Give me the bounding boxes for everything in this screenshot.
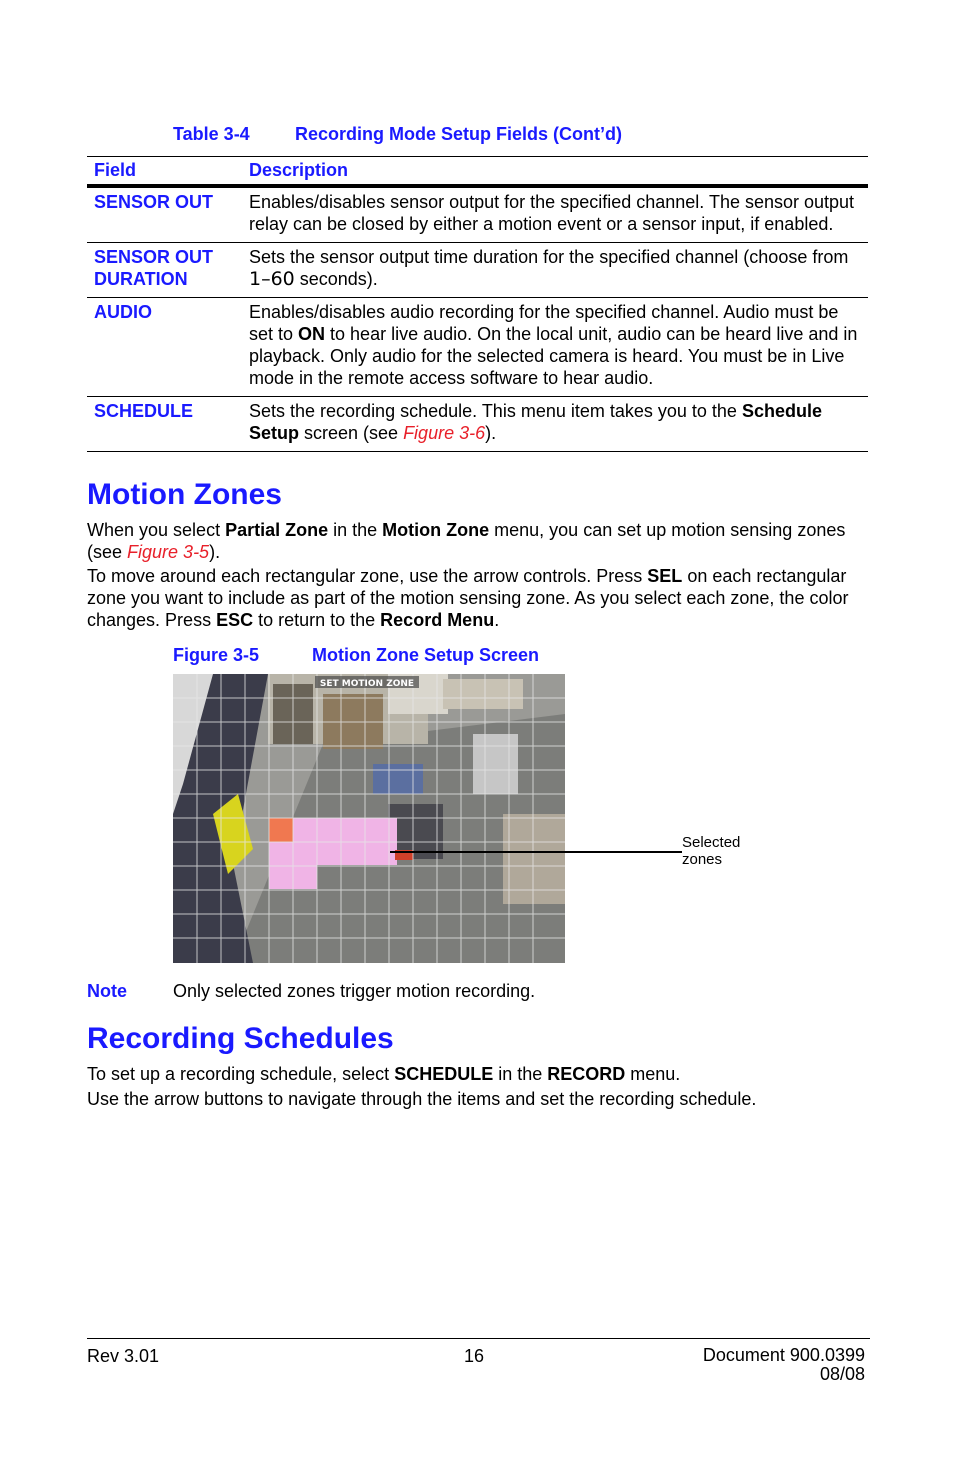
desc-text: Sets the recording schedule. This menu item takes you to the — [249, 401, 742, 421]
para-bold: RECORD — [547, 1064, 626, 1084]
figure-caption — [173, 645, 539, 666]
footer-document — [703, 1346, 865, 1384]
para-bold: SCHEDULE — [394, 1064, 494, 1084]
recording-schedules-paragraph-2: Use the arrow buttons to navigate through the items and set the recording schedule. — [87, 1089, 757, 1109]
para-text: in the — [493, 1064, 548, 1084]
description-schedule — [249, 397, 868, 452]
desc-bold: Schedule Setup — [249, 401, 822, 443]
para-text: To move around each rectangular zone, use the arrow controls. Press — [87, 566, 648, 586]
motion-zones-paragraph-1 — [87, 519, 867, 563]
desc-text: screen (see — [299, 423, 404, 443]
footer-date: 08/08 — [819, 1364, 865, 1384]
footer-rule — [87, 1338, 870, 1339]
para-text: ). — [209, 542, 221, 562]
callout-line-2: zones — [682, 851, 723, 868]
note-label: Note — [87, 981, 127, 1001]
description-sensor-out-duration — [249, 243, 868, 298]
desc-text: Sets the sensor output time duration for the specified channel (choose from — [249, 247, 849, 267]
field-line: SENSOR OUT — [94, 247, 214, 267]
desc-text: Enables/disables audio recording for the specified channel. Audio must be set to — [249, 302, 839, 344]
desc-bold: ON — [298, 324, 326, 344]
table-row — [87, 186, 868, 243]
para-text: in the — [328, 520, 383, 540]
table-row — [87, 397, 868, 452]
motion-zone-screenshot — [173, 674, 565, 963]
table-caption-number: Table 3-4 — [173, 124, 250, 144]
field-line: DURATION — [94, 269, 188, 289]
footer-page-number: 16 — [464, 1346, 485, 1366]
para-bold: Partial Zone — [225, 520, 329, 540]
field-sensor-out: SENSOR OUT — [87, 186, 249, 243]
para-text: on each rectangular zone you want to include as part of the motion sensing zone. As you select each zone, the color changes. Press — [87, 566, 849, 630]
para-text: To set up a recording schedule, select — [87, 1064, 395, 1084]
table-row — [87, 243, 868, 298]
callout-line — [390, 851, 682, 853]
para-bold: SEL — [647, 566, 683, 586]
para-bold: ESC — [216, 610, 254, 630]
table-row — [87, 298, 868, 397]
para-text: menu, you can set up motion sensing zones (see — [87, 520, 846, 562]
figure-3-5-link[interactable]: Figure 3-5 — [127, 542, 210, 562]
figure-3-6-link[interactable]: Figure 3-6 — [403, 423, 486, 443]
field-sensor-out-duration — [87, 243, 249, 298]
table-caption-title: Recording Mode Setup Fields (Cont’d) — [295, 124, 622, 144]
footer-doc-number: Document 900.0399 — [702, 1345, 865, 1365]
para-text: . — [494, 610, 500, 630]
cursor-zone — [269, 818, 293, 842]
desc-text: ). — [485, 423, 497, 443]
desc-text: to hear live audio. On the local unit, audio can be heard live and in playback. Only audio for the selected camera is heard. You must be in Live mode in the remote access software to hear audio. — [249, 324, 858, 388]
screen-label: SET MOTION ZONE — [319, 679, 415, 689]
camera-scene — [173, 674, 565, 963]
description-audio — [249, 298, 868, 397]
desc-text: seconds). — [294, 269, 378, 289]
para-bold: Motion Zone — [382, 520, 490, 540]
callout-line-1: Selected — [682, 834, 741, 851]
recording-mode-setup-table — [87, 156, 868, 452]
note-text: Only selected zones trigger motion recording. — [173, 981, 536, 1001]
field-schedule: SCHEDULE — [87, 397, 249, 452]
para-text: to return to the — [253, 610, 381, 630]
motion-zones-paragraph-2 — [87, 565, 867, 631]
recording-schedules-paragraph-1 — [87, 1063, 867, 1085]
desc-range: 1–60 — [249, 268, 295, 290]
figure-caption-number: Figure 3-5 — [173, 645, 260, 665]
figure-caption-title: Motion Zone Setup Screen — [312, 645, 540, 665]
motion-zones-heading: Motion Zones — [87, 478, 282, 511]
para-bold: Record Menu — [380, 610, 495, 630]
table-caption — [173, 124, 622, 145]
callout-label — [682, 834, 740, 868]
header-field: Field — [87, 157, 249, 187]
table-header-row — [87, 157, 868, 187]
header-description: Description — [249, 157, 868, 187]
field-audio: AUDIO — [87, 298, 249, 397]
para-text: menu. — [625, 1064, 681, 1084]
recording-schedules-heading: Recording Schedules — [87, 1022, 394, 1055]
para-text: When you select — [87, 520, 226, 540]
description-sensor-out: Enables/disables sensor output for the specified channel. The sensor output relay can be closed by either a motion event or a sensor input, if enabled. — [249, 186, 868, 243]
footer-revision: Rev 3.01 — [87, 1346, 160, 1366]
